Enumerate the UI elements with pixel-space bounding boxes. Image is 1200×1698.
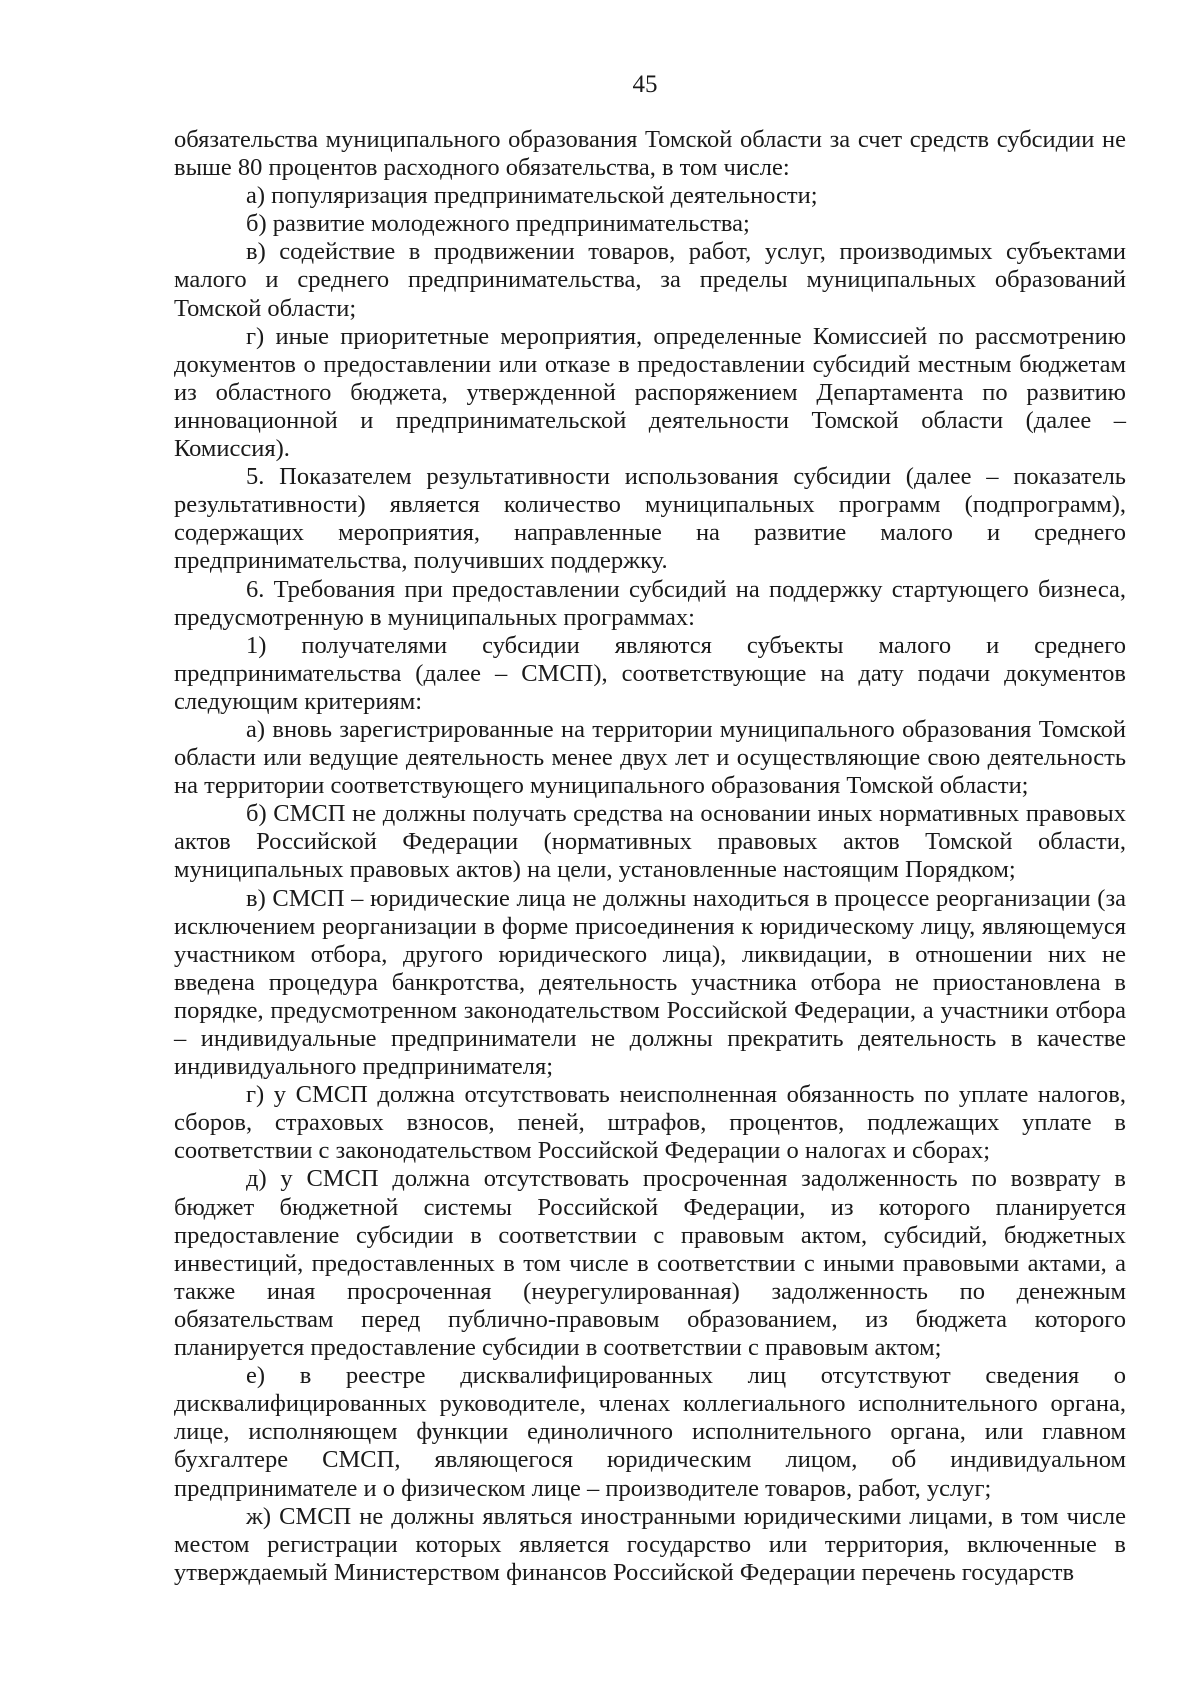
paragraph-criterion-g: г) у СМСП должна отсутствовать неисполненная обязанность по уплате налогов, сборов, страховых взносов, пеней, штрафов, процентов, подлежащих уплате в соответствии с законодательством Российской Федерации о налогах и сборах; (174, 1081, 1126, 1165)
paragraph-item-v: в) содействие в продвижении товаров, работ, услуг, производимых субъектами малого и среднего предпринимательства, за пределы муниципальных образований Томской области; (174, 238, 1126, 322)
paragraph-item-a: а) популяризация предпринимательской деятельности; (246, 182, 818, 210)
paragraph-intro: обязательства муниципального образования Томской области за счет средств субсидии не выше 80 процентов расходного обязательства, в том числе: (174, 126, 1126, 182)
paragraph-subsection-1: 1) получателями субсидии являются субъекты малого и среднего предпринимательства (далее – СМСП), соответствующие на дату подачи документов следующим критериям: (174, 631, 1126, 715)
paragraph-criterion-e: е) в реестре дисквалифицированных лиц отсутствуют сведения о дисквалифицированных руководителе, членах коллегиального исполнительного органа, лице, исполняющем функции единоличного исполнительного органа, или главном бухгалтере СМСП, являющегося юридическим лицом, об индивидуальном предпринимателе и о физическом лице – производителе товаров, работ, услуг; (174, 1362, 1126, 1502)
paragraph-item-b: б) развитие молодежного предпринимательства; (246, 210, 750, 238)
paragraph-criterion-zh: ж) СМСП не должны являться иностранными юридическими лицами, в том числе местом регистрации которых является государство или территория, включенные в утверждаемый Министерством финансов Российской Федерации перечень государств (174, 1502, 1126, 1586)
paragraph-criterion-v: в) СМСП – юридические лица не должны находиться в процессе реорганизации (за исключением реорганизации в форме присоединения к юридическому лицу, являющемуся участником отбора, другого юридического лица), ликвидации, в отношении них не введена процедура банкротства, деятельность участника отбора не приостановлена в порядке, предусмотренном законодательством Российской Федерации, а участники отбора – индивидуальные предприниматели не должны прекратить деятельность в качестве индивидуального предпринимателя; (174, 884, 1126, 1081)
paragraph-criterion-b: б) СМСП не должны получать средства на основании иных нормативных правовых актов Российской Федерации (нормативных правовых актов Томской области, муниципальных правовых актов) на цели, установленные настоящим Порядком; (174, 800, 1126, 884)
paragraph-section-6: 6. Требования при предоставлении субсидий на поддержку стартующего бизнеса, предусмотренную в муниципальных программах: (174, 575, 1126, 631)
document-body (174, 126, 1126, 1587)
page-number: 45 (632, 71, 658, 98)
paragraph-section-5: 5. Показателем результативности использования субсидии (далее – показатель результативности) является количество муниципальных программ (подпрограмм), содержащих мероприятия, направленные на развитие малого и среднего предпринимательства, получивших поддержку. (174, 463, 1126, 575)
paragraph-criterion-d: д) у СМСП должна отсутствовать просроченная задолженность по возврату в бюджет бюджетной системы Российской Федерации, из которого планируется предоставление субсидии в соответствии с правовым актом, субсидий, бюджетных инвестиций, предоставленных в том числе в соответствии с иными правовыми актами, а также иная просроченная (неурегулированная) задолженность по денежным обязательствам перед публично-правовым образованием, из бюджета которого планируется предоставление субсидии в соответствии с правовым актом; (174, 1165, 1126, 1362)
paragraph-criterion-a: а) вновь зарегистрированные на территории муниципального образования Томской области или ведущие деятельность менее двух лет и осуществляющие свою деятельность на территории соответствующего муниципального образования Томской области; (174, 715, 1126, 800)
paragraph-item-g: г) иные приоритетные мероприятия, определенные Комиссией по рассмотрению документов о предоставлении или отказе в предоставлении субсидий местным бюджетам из областного бюджета, утвержденной распоряжением Департамента по развитию инновационной и предпринимательской деятельности Томской области (далее – Комиссия). (174, 322, 1126, 463)
